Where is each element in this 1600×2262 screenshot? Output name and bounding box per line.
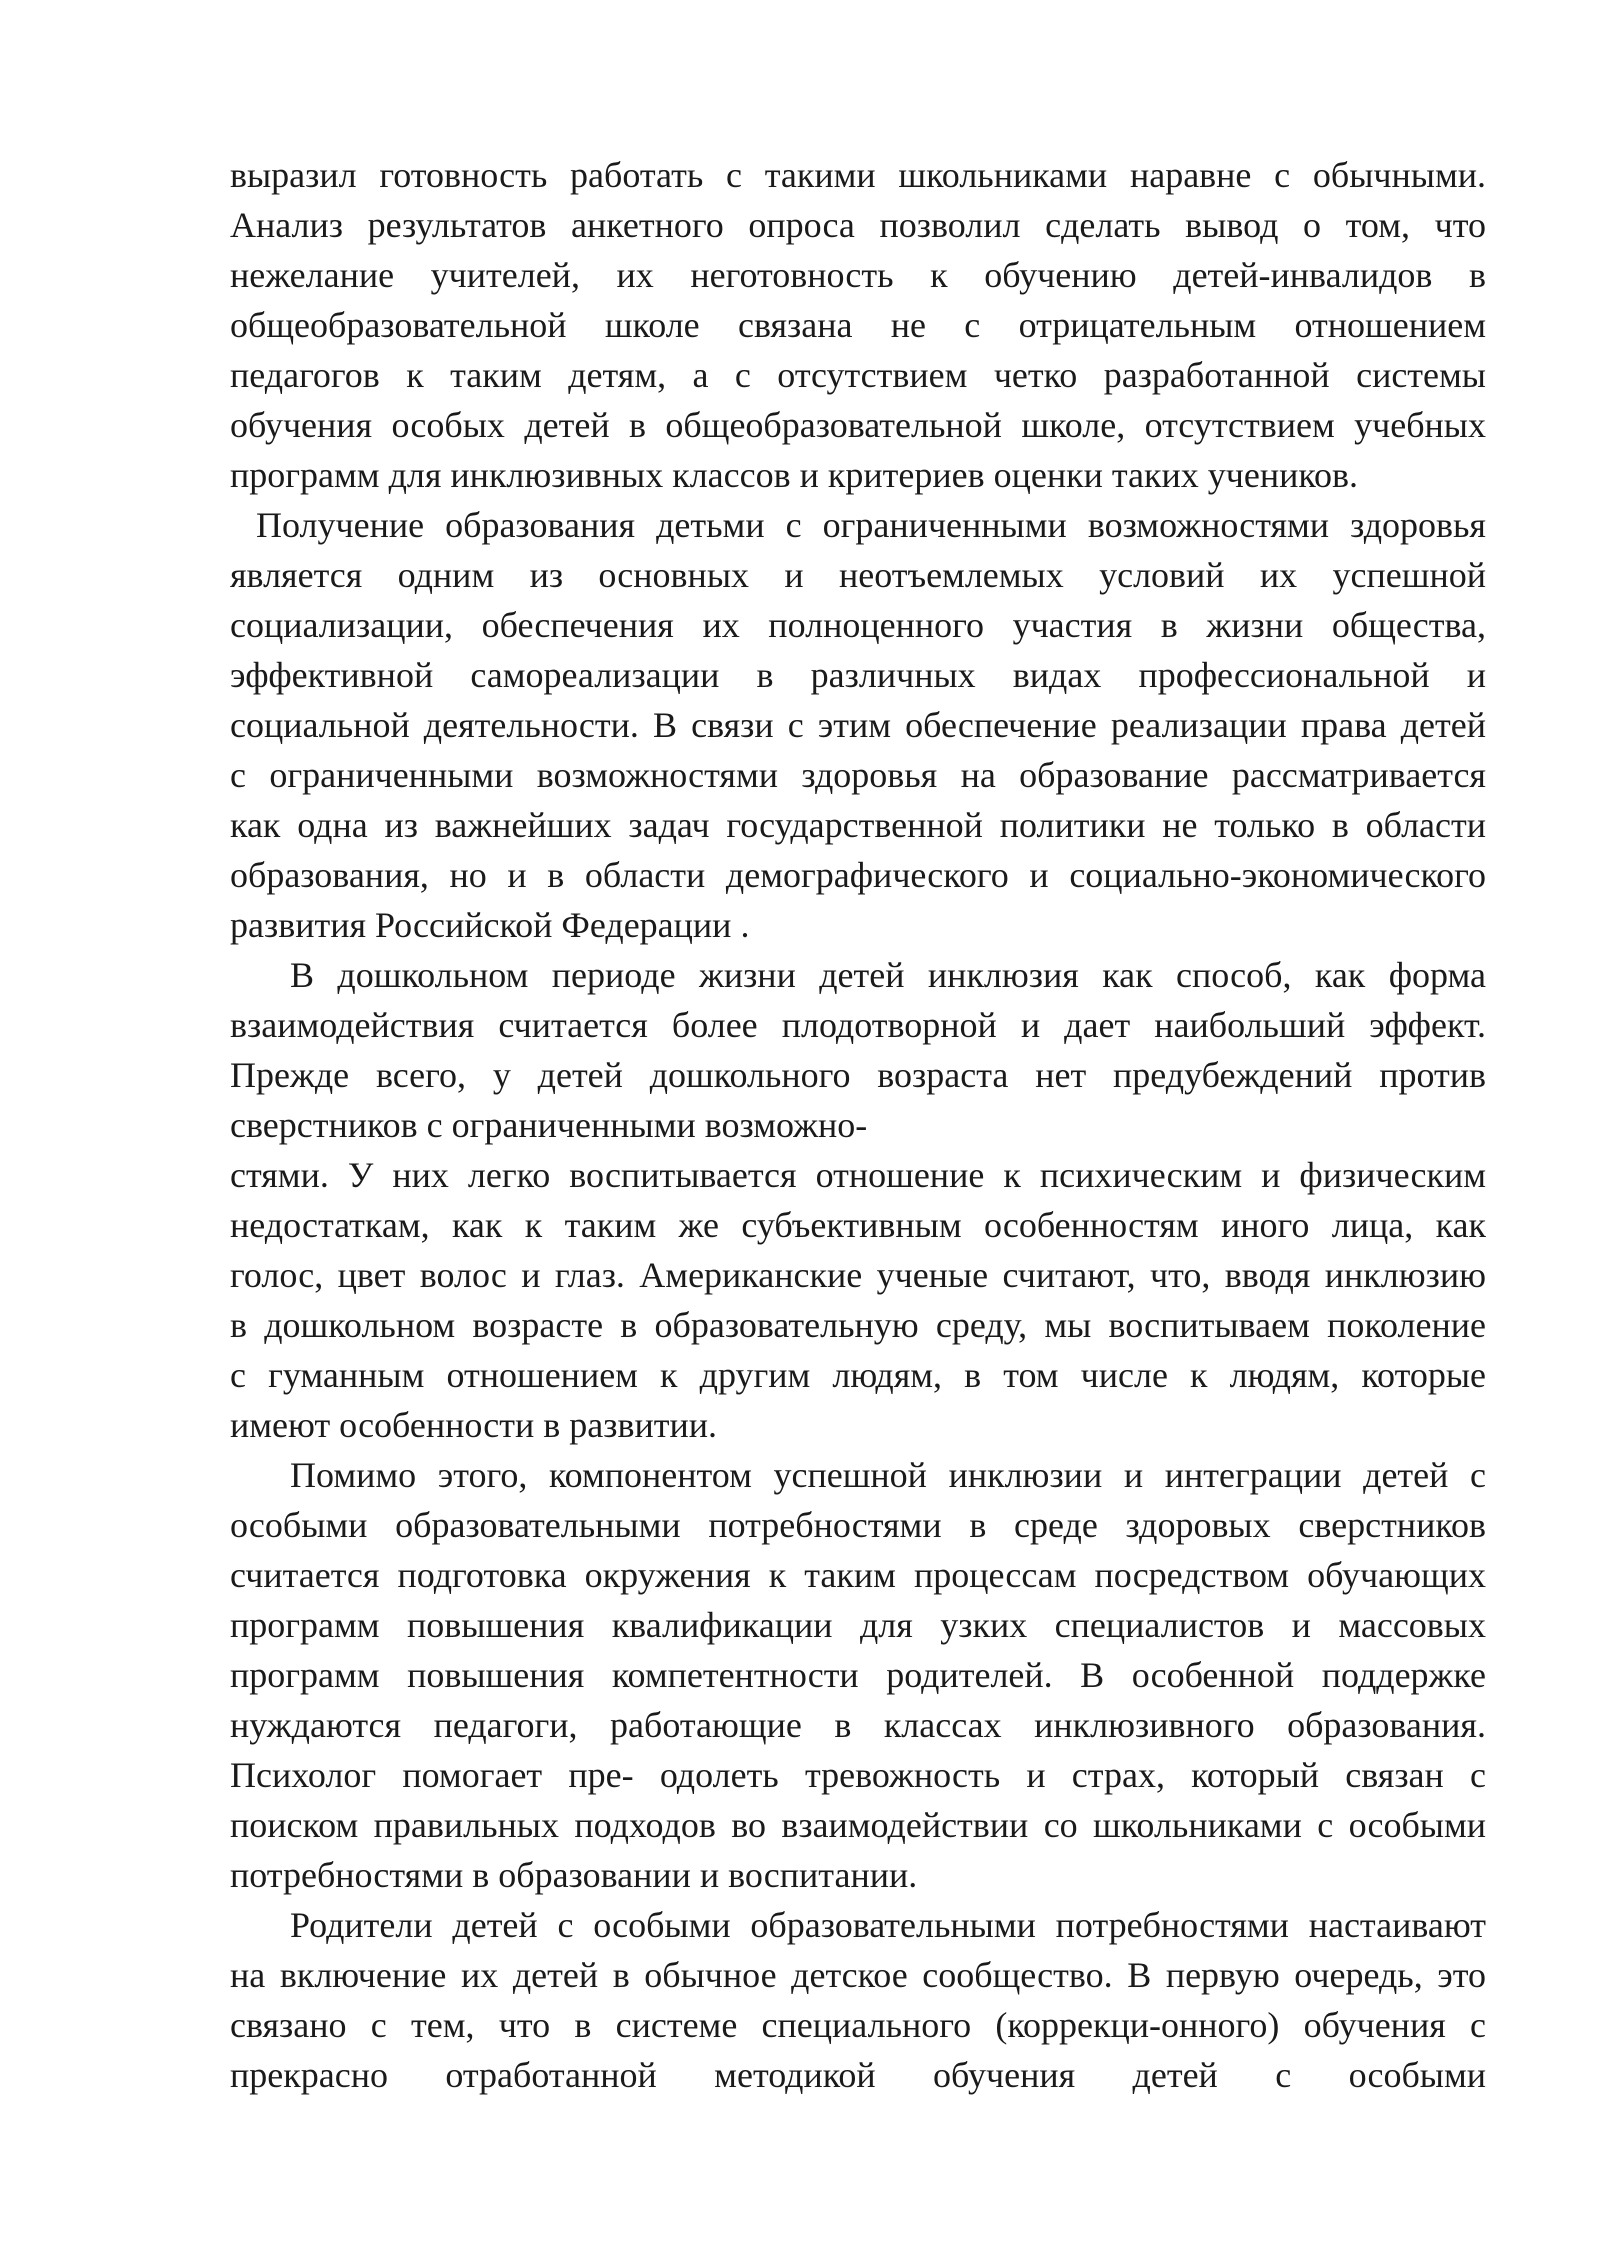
- document-page: [230, 150, 1486, 2100]
- text-line: Психолог помогает пре- одолеть тревожность и страх, который связан с: [230, 1755, 1486, 1795]
- text-line: социализации, обеспечения их полноценного участия в жизни общества,: [230, 605, 1486, 645]
- text-line: Прежде всего, у детей дошкольного возраста нет предубеждений против: [230, 1055, 1486, 1095]
- text-line: связано с тем, что в системе специального (коррекци-онного) обучения с: [230, 2005, 1486, 2045]
- text-line: взаимодействия считается более плодотворной и дает наибольший эффект.: [230, 1005, 1486, 1045]
- text-line: с ограниченными возможностями здоровья на образование рассматривается: [230, 755, 1486, 795]
- text-line: образования, но и в области демографического и социально-экономического: [230, 855, 1486, 895]
- text-line: развития Российской Федерации .: [230, 905, 750, 945]
- text-line: особыми образовательными потребностями в среде здоровых сверстников: [230, 1505, 1486, 1545]
- text-line: недостаткам, как к таким же субъективным особенностям иного лица, как: [230, 1205, 1486, 1245]
- paragraph: [230, 1150, 1486, 1450]
- text-line: нежелание учителей, их неготовность к обучению детей-инвалидов в: [230, 255, 1486, 295]
- document-body: [230, 150, 1486, 2100]
- text-line: Помимо этого, компонентом успешной инклюзии и интеграции детей с: [290, 1455, 1486, 1495]
- text-line: на включение их детей в обычное детское сообщество. В первую очередь, это: [230, 1955, 1486, 1995]
- paragraph: [230, 950, 1486, 1150]
- text-line: прекрасно отработанной методикой обучения детей с особыми: [230, 2055, 1486, 2095]
- text-line: стями. У них легко воспитывается отношение к психическим и физическим: [230, 1155, 1486, 1195]
- text-line: Родители детей с особыми образовательными потребностями настаивают: [290, 1905, 1486, 1945]
- text-line: считается подготовка окружения к таким процессам посредством обучающих: [230, 1555, 1486, 1595]
- text-line: программ повышения компетентности родителей. В особенной поддержке: [230, 1655, 1486, 1695]
- text-line: педагогов к таким детям, а с отсутствием четко разработанной системы: [230, 355, 1486, 395]
- paragraph: [230, 1450, 1486, 1900]
- paragraph: [230, 500, 1486, 950]
- text-line: сверстников с ограниченными возможно-: [230, 1105, 868, 1145]
- paragraph: [230, 150, 1486, 500]
- paragraph: [230, 1900, 1486, 2100]
- text-line: потребностями в образовании и воспитании.: [230, 1855, 918, 1895]
- text-line: общеобразовательной школе связана не с отрицательным отношением: [230, 305, 1486, 345]
- text-line: является одним из основных и неотъемлемых условий их успешной: [230, 555, 1486, 595]
- text-line: поиском правильных подходов во взаимодействии со школьниками с особыми: [230, 1805, 1486, 1845]
- text-line: как одна из важнейших задач государственной политики не только в области: [230, 805, 1486, 845]
- text-line: выразил готовность работать с такими школьниками наравне с обычными.: [230, 155, 1486, 195]
- text-line: программ для инклюзивных классов и критериев оценки таких учеников.: [230, 455, 1359, 495]
- text-line: Получение образования детьми с ограниченными возможностями здоровья: [256, 505, 1486, 545]
- text-line: обучения особых детей в общеобразовательной школе, отсутствием учебных: [230, 405, 1486, 445]
- text-line: Анализ результатов анкетного опроса позволил сделать вывод о том, что: [230, 205, 1486, 245]
- text-line: социальной деятельности. В связи с этим обеспечение реализации права детей: [230, 705, 1486, 745]
- text-line: имеют особенности в развитии.: [230, 1405, 718, 1445]
- text-line: с гуманным отношением к другим людям, в том числе к людям, которые: [230, 1355, 1486, 1395]
- text-line: программ повышения квалификации для узких специалистов и массовых: [230, 1605, 1486, 1645]
- text-line: голос, цвет волос и глаз. Американские ученые считают, что, вводя инклюзию: [230, 1255, 1486, 1295]
- text-line: эффективной самореализации в различных видах профессиональной и: [230, 655, 1486, 695]
- text-line: нуждаются педагоги, работающие в классах инклюзивного образования.: [230, 1705, 1486, 1745]
- text-line: в дошкольном возрасте в образовательную среду, мы воспитываем поколение: [230, 1305, 1486, 1345]
- text-line: В дошкольном периоде жизни детей инклюзия как способ, как форма: [290, 955, 1486, 995]
